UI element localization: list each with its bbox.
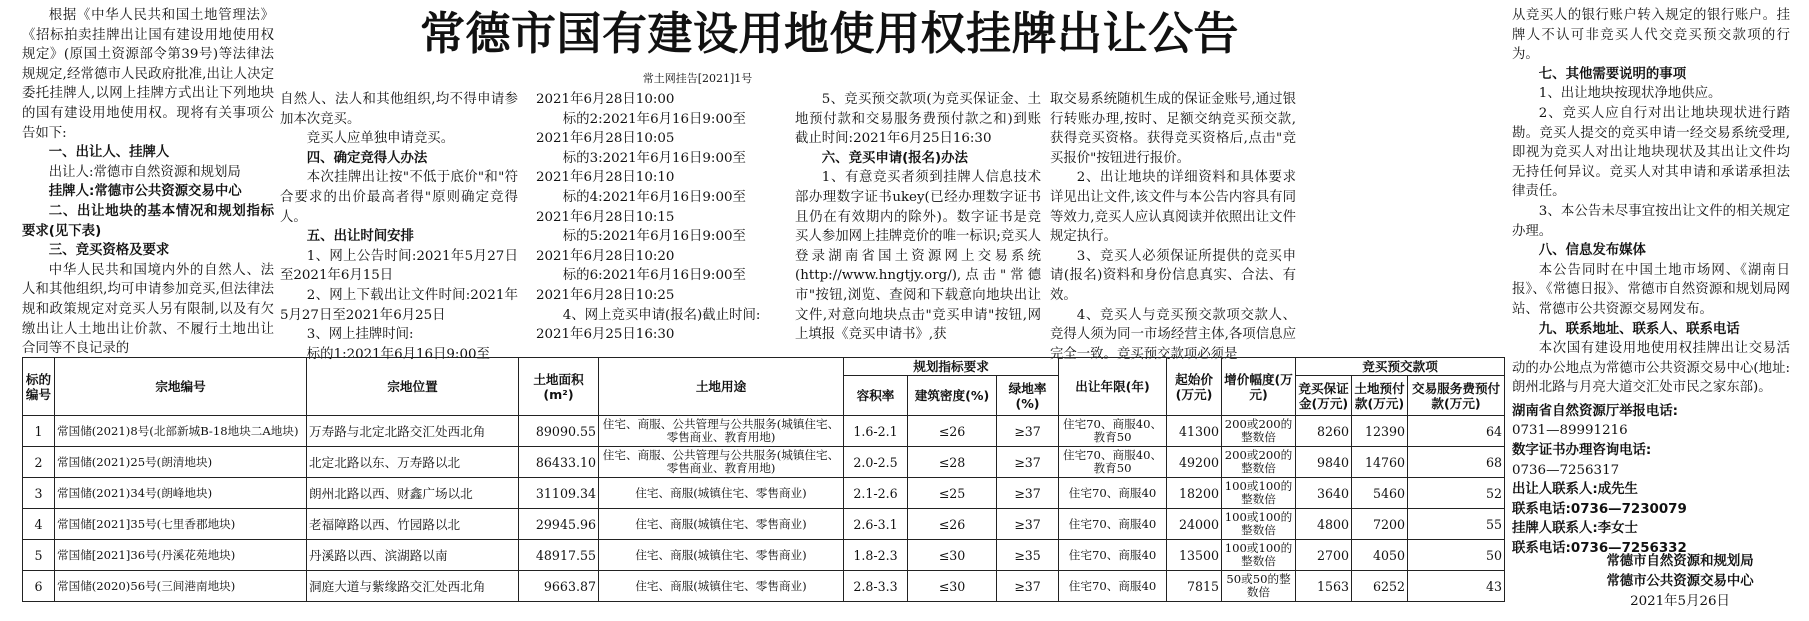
text-column-1 (22, 6, 274, 356)
text-column-2 (280, 90, 518, 362)
qualification-paragraph: 中华人民共和国境内外的自然人、法人和其他组织,均可申请参加竞买,但法律法规和政策规定对竞买人另有限制,以及有欠缴出让人土地出让价款、不履行土地出让合同等不良记录的 (22, 262, 274, 357)
cell-advance: 14760 (1352, 447, 1408, 478)
schedule-line: 2021年6月28日10:15 (536, 209, 675, 225)
cell-density: ≤30 (908, 571, 997, 602)
section-heading-7: 七、其他需要说明的事项 (1538, 66, 1687, 82)
paragraph: 3、竞买人必须保证所提供的竞买申请(报名)资料和身份信息真实、合法、有效。 (1050, 248, 1296, 303)
cell-density: ≤26 (908, 416, 997, 447)
header-far: 容积率 (844, 376, 908, 416)
cell-no: 2 (23, 447, 55, 478)
cell-green: ≥37 (997, 478, 1059, 509)
cell-deposit: 8260 (1296, 416, 1352, 447)
cert-phone: 0736—7256317 (1512, 462, 1620, 478)
paragraph: 本公告同时在中国土地市场网、《湖南日报》、《常德日报》、常德市自然资源和规划局网站、常德市公共资源交易网发布。 (1512, 262, 1790, 317)
section-heading-6: 六、竞买申请(报名)办法 (821, 150, 968, 166)
cell-increment: 200或200的整数倍 (1222, 447, 1296, 478)
cell-advance: 12390 (1352, 416, 1408, 447)
intro-paragraph: 根据《中华人民共和国土地管理法》《招标拍卖挂牌出让国有建设用地使用权规定》(原国土资源部令第39号)等法律法规规定,经常德市人民政府批准,出让人决定委托挂牌人,以网上挂牌方式出让下列地块的国有建设用地使用权。现将有关事项公告如下: (22, 8, 274, 141)
cell-density: ≤30 (908, 540, 997, 571)
header-advance: 土地预付款(万元) (1352, 376, 1408, 416)
header-plan: 规划指标要求 (844, 358, 1059, 376)
table-row (23, 571, 1505, 602)
cell-density: ≤26 (908, 509, 997, 540)
cell-use: 住宅、商服(城镇住宅、零售商业) (599, 478, 844, 509)
cell-code: 常国储(2021)25号(朗清地块) (55, 447, 307, 478)
paragraph: 2、竞买人应自行对出让地块现状进行踏勘。竞买人提交的竞买申请一经交易系统受理,即视为竞买人对出让地块现状及其出让文件均无持任何异议。竞买人对其申请和承诺承担法律责任。 (1512, 105, 1790, 200)
cell-deposit: 1563 (1296, 571, 1352, 602)
cell-far: 1.6-2.1 (844, 416, 908, 447)
header-no: 标的编号 (23, 358, 55, 416)
cell-increment: 100或100的整数倍 (1222, 478, 1296, 509)
section-heading-2: 二、出让地块的基本情况和规划指标要求(见下表) (22, 203, 274, 239)
paragraph: 4、竞买人与竞买预交款项交款人、竞得人须为同一市场经营主体,各项信息应完全一致。竞买预交款项必须是 (1050, 307, 1296, 362)
header-deposit: 竞买保证金(万元) (1296, 376, 1352, 416)
cell-area: 29945.96 (519, 509, 599, 540)
cell-location: 丹溪路以西、滨湖路以南 (307, 540, 519, 571)
cell-density: ≤28 (908, 447, 997, 478)
table-row (23, 447, 1505, 478)
cell-start: 24000 (1167, 509, 1222, 540)
cell-term: 住宅70、商服40 (1059, 540, 1167, 571)
cell-no: 4 (23, 509, 55, 540)
signature-org-1: 常德市自然资源和规划局 (1606, 554, 1754, 569)
cell-use: 住宅、商服(城镇住宅、零售商业) (599, 571, 844, 602)
header-increment: 增价幅度(万元) (1222, 358, 1296, 416)
cell-use: 住宅、商服、公共管理与公共服务(城镇住宅、零售商业、教育用地) (599, 416, 844, 447)
header-use: 土地用途 (599, 358, 844, 416)
cell-deposit: 3640 (1296, 478, 1352, 509)
cell-start: 7815 (1167, 571, 1222, 602)
cell-fee: 52 (1408, 478, 1505, 509)
paragraph: 2、网上下载出让文件时间:2021年5月27日至2021年6月25日 (280, 287, 518, 323)
text-column-6 (1512, 6, 1790, 557)
lister-contact: 挂牌人联系人:李女士 (1512, 521, 1638, 537)
paragraph: 5、竞买预交款项(为竞买保证金、土地预付款和交易服务费预付款之和)到账截止时间:2021年6月25日16:30 (795, 92, 1041, 147)
cell-green: ≥37 (997, 447, 1059, 478)
cell-term: 住宅70、商服40 (1059, 571, 1167, 602)
schedule-line: 标的4:2021年6月16日9:00至 (562, 189, 746, 205)
header-term: 出让年限(年) (1059, 358, 1167, 416)
cell-location: 老福障路以西、竹园路以北 (307, 509, 519, 540)
cell-green: ≥37 (997, 571, 1059, 602)
cell-green: ≥35 (997, 540, 1059, 571)
cell-start: 49200 (1167, 447, 1222, 478)
table-row (23, 540, 1505, 571)
cell-fee: 50 (1408, 540, 1505, 571)
cell-term: 住宅70、商服40 (1059, 509, 1167, 540)
cell-code: 常国储(2020)56号(三闾港南地块) (55, 571, 307, 602)
section-heading-5: 五、出让时间安排 (306, 229, 414, 245)
cell-use: 住宅、商服(城镇住宅、零售商业) (599, 540, 844, 571)
cell-advance: 4050 (1352, 540, 1408, 571)
section-heading-1: 一、出让人、挂牌人 (48, 145, 170, 161)
paragraph: 标的1:2021年6月16日9:00至 (306, 346, 490, 362)
cell-deposit: 4800 (1296, 509, 1352, 540)
report-phone-label: 湖南省自然资源厅举报电话: (1512, 403, 1679, 419)
schedule-line: 2021年6月28日10:10 (536, 170, 675, 186)
paragraph: 本次国有建设用地使用权挂牌出让交易活动的办公地点为常德市公共资源交易中心(地址:朗州北路与月亮大道交汇处市民之家东部)。 (1512, 341, 1790, 396)
section-heading-3: 三、竞买资格及要求 (48, 243, 170, 259)
header-prepay: 竞买预交款项 (1296, 358, 1505, 376)
schedule-line: 2021年6月25日16:30 (536, 327, 675, 343)
cell-fee: 68 (1408, 447, 1505, 478)
cell-code: 常国储(2021)8号(北部新城B-18地块二A地块) (55, 416, 307, 447)
cell-far: 2.6-3.1 (844, 509, 908, 540)
cell-area: 31109.34 (519, 478, 599, 509)
cell-term: 住宅70、商服40、教育50 (1059, 416, 1167, 447)
cert-phone-label: 数字证书办理咨询电话: (1512, 443, 1652, 459)
cell-no: 1 (23, 416, 55, 447)
cell-code: 常国储[2021]36号(丹溪花苑地块) (55, 540, 307, 571)
header-code: 宗地编号 (55, 358, 307, 416)
cell-green: ≥37 (997, 509, 1059, 540)
cell-start: 13500 (1167, 540, 1222, 571)
paragraph: 1、出让地块按现状净地供应。 (1538, 86, 1722, 102)
header-location: 宗地位置 (307, 358, 519, 416)
cell-code: 常国储[2021]35号(七里香郡地块) (55, 509, 307, 540)
cell-location: 洞庭大道与紫缘路交汇处西北角 (307, 571, 519, 602)
section-heading-9: 九、联系地址、联系人、联系电话 (1538, 321, 1740, 337)
table-row (23, 478, 1505, 509)
paragraph: 3、本公告未尽事宜按出让文件的相关规定办理。 (1512, 203, 1790, 239)
paragraph: 自然人、法人和其他组织,均不得申请参加本次竞买。 (280, 92, 518, 127)
cell-deposit: 2700 (1296, 540, 1352, 571)
plot-table (22, 357, 1505, 602)
table-row (23, 416, 1505, 447)
cell-fee: 55 (1408, 509, 1505, 540)
cell-density: ≤25 (908, 478, 997, 509)
cell-deposit: 9840 (1296, 447, 1352, 478)
cell-far: 2.0-2.5 (844, 447, 908, 478)
report-phone: 0731—89991216 (1512, 423, 1628, 439)
paragraph: 2、出让地块的详细资料和具体要求详见出让文件,该文件与本公告内容具有同等效力,竞买人应认真阅读并依照出让文件规定执行。 (1050, 170, 1296, 245)
lister-phone: 联系电话:0736—7256332 (1512, 541, 1687, 557)
paragraph: 取交易系统随机生成的保证金账号,通过银行转账办理,按时、足额交纳竞买预交款,获得竞买资格。获得竞买资格后,点击"竞买报价"按钮进行报价。 (1050, 92, 1296, 166)
cell-start: 18200 (1167, 478, 1222, 509)
header-density: 建筑密度(%) (908, 376, 997, 416)
transferor-line: 出让人:常德市自然资源和规划局 (48, 164, 241, 180)
paragraph: 3、网上挂牌时间: (306, 327, 414, 343)
text-column-4 (795, 90, 1041, 356)
cell-use: 住宅、商服(城镇住宅、零售商业) (599, 509, 844, 540)
cell-fee: 43 (1408, 571, 1505, 602)
cell-code: 常国储(2021)34号(朗峰地块) (55, 478, 307, 509)
signature-block (1560, 552, 1800, 612)
cell-term: 住宅70、商服40、教育50 (1059, 447, 1167, 478)
cell-fee: 64 (1408, 416, 1505, 447)
schedule-line: 2021年6月28日10:05 (536, 131, 675, 147)
transferor-contact: 出让人联系人:成先生 (1512, 482, 1638, 498)
cell-no: 3 (23, 478, 55, 509)
cell-location: 朗州北路以西、财鑫广场以北 (307, 478, 519, 509)
header-fee: 交易服务费预付款(万元) (1408, 376, 1505, 416)
cell-increment: 100或100的整数倍 (1222, 509, 1296, 540)
cell-increment: 200或200的整数倍 (1222, 416, 1296, 447)
cell-area: 86433.10 (519, 447, 599, 478)
cell-no: 5 (23, 540, 55, 571)
cell-advance: 5460 (1352, 478, 1408, 509)
schedule-line: 标的2:2021年6月16日9:00至 (562, 111, 746, 127)
cell-area: 9663.87 (519, 571, 599, 602)
schedule-line: 标的3:2021年6月16日9:00至 (562, 150, 746, 166)
cell-term: 住宅70、商服40 (1059, 478, 1167, 509)
cell-green: ≥37 (997, 416, 1059, 447)
cell-far: 2.1-2.6 (844, 478, 908, 509)
cell-far: 1.8-2.3 (844, 540, 908, 571)
header-start: 起始价(万元) (1167, 358, 1222, 416)
cell-start: 41300 (1167, 416, 1222, 447)
cell-area: 48917.55 (519, 540, 599, 571)
cell-use: 住宅、商服、公共管理与公共服务(城镇住宅、零售商业、教育用地) (599, 447, 844, 478)
table-row (23, 509, 1505, 540)
cell-location: 万寿路与北定北路交汇处西北角 (307, 416, 519, 447)
schedule-line: 标的6:2021年6月16日9:00至 (562, 268, 746, 284)
schedule-line: 4、网上竞买申请(报名)截止时间: (562, 307, 761, 323)
cell-advance: 7200 (1352, 509, 1408, 540)
paragraph: 1、网上公告时间:2021年5月27日至2021年6月15日 (280, 248, 518, 284)
cell-advance: 6252 (1352, 571, 1408, 602)
schedule-line: 2021年6月28日10:00 (536, 92, 675, 107)
schedule-line: 2021年6月28日10:25 (536, 287, 675, 303)
paragraph: 本次挂牌出让按"不低于底价"和"符合要求的出价最高者得"原则确定竞得人。 (280, 170, 518, 225)
cell-far: 2.8-3.3 (844, 571, 908, 602)
header-area: 土地面积(m²) (519, 358, 599, 416)
section-heading-4: 四、确定竞得人办法 (306, 150, 428, 166)
cell-area: 89090.55 (519, 416, 599, 447)
cell-increment: 100或100的整数倍 (1222, 540, 1296, 571)
page-title: 常德市国有建设用地使用权挂牌出让公告 (420, 7, 1240, 60)
paragraph: 竞买人应单独申请竞买。 (306, 131, 455, 147)
signature-date: 2021年5月26日 (1630, 594, 1730, 609)
section-heading-8: 八、信息发布媒体 (1538, 243, 1646, 259)
signature-org-2: 常德市公共资源交易中心 (1606, 574, 1754, 589)
document-number: 常土网挂告[2021]1号 (642, 72, 753, 85)
text-column-3 (536, 90, 782, 356)
lister-line: 挂牌人:常德市公共资源交易中心 (48, 184, 242, 200)
schedule-line: 标的5:2021年6月16日9:00至 (562, 229, 746, 245)
schedule-line: 2021年6月28日10:20 (536, 248, 675, 264)
cell-no: 6 (23, 571, 55, 602)
paragraph: 从竞买人的银行账户转入规定的银行账户。挂牌人不认可非竞买人代交竞买预交款项的行为。 (1512, 8, 1790, 63)
header-green: 绿地率(%) (997, 376, 1059, 416)
cell-increment: 50或50的整数倍 (1222, 571, 1296, 602)
cell-location: 北定北路以东、万寿路以北 (307, 447, 519, 478)
transferor-phone: 联系电话:0736—7230079 (1512, 501, 1687, 517)
paragraph: 1、有意竞买者须到挂牌人信息技术部办理数字证书ukey(已经办理数字证书且仍在有效期内的除外)。数字证书是竞买人参加网上挂牌竞价的唯一标识;竞买人登录湖南省国土资源网上交易系统(http://www.hngtjy.org/),点击"常德市"按钮,浏览、查阅和下载意向地块出让文件,对意向地块点击"竞买申请"按钮,网上填报《竞买申请书》,获 (795, 170, 1041, 343)
text-column-5 (1050, 90, 1296, 362)
